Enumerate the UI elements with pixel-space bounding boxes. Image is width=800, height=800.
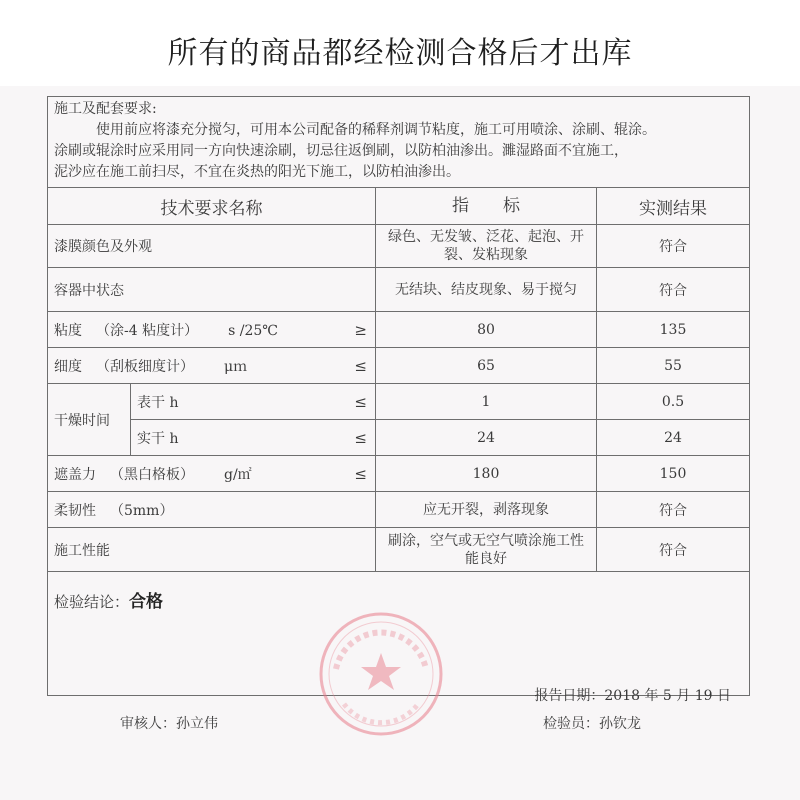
row-name: 遮盖力: [54, 466, 96, 483]
company-seal-stamp: [316, 609, 446, 739]
page-banner: [0, 0, 800, 100]
row-name-cell: [48, 456, 376, 492]
row-name-cell: [48, 348, 376, 384]
banner-title: 所有的商品都经检测合格后才出库: [167, 36, 633, 71]
header-result: 实测结果: [597, 188, 750, 225]
spec-table: [47, 187, 750, 572]
row-name: 细度: [54, 358, 82, 375]
row-result: 符合: [597, 268, 750, 312]
table-row: [48, 312, 750, 348]
table-row: [48, 420, 750, 456]
conclusion-value: 合格: [129, 592, 164, 612]
table-header-row: [48, 188, 750, 225]
row-indicator: 刷涂，空气或无空气喷涂施工性能良好: [376, 528, 597, 572]
header-indicator: 指 标: [376, 188, 597, 225]
row-result: 150: [597, 456, 750, 492]
row-symbol: ≤: [354, 428, 367, 447]
table-row: [48, 384, 750, 420]
row-name-cell: [48, 312, 376, 348]
row-subname: 表干 h: [137, 394, 179, 411]
row-unit: μｍ: [224, 358, 248, 375]
row-indicator: 65: [376, 348, 597, 384]
row-indicator: 24: [376, 420, 597, 456]
table-row: [48, 268, 750, 312]
row-condition: （黑白格板）: [110, 466, 194, 483]
table-row: [48, 492, 750, 528]
row-unit: g/㎡: [224, 466, 252, 483]
row-group-name: 干燥时间: [48, 384, 131, 456]
row-result: 符合: [597, 492, 750, 528]
table-row: [48, 348, 750, 384]
row-result: 55: [597, 348, 750, 384]
header-name: 技术要求名称: [48, 188, 376, 225]
table-row: [48, 528, 750, 572]
inspection-conclusion: [54, 587, 163, 612]
row-indicator: 180: [376, 456, 597, 492]
row-name: 容器中状态: [48, 268, 376, 312]
row-result: 符合: [597, 225, 750, 268]
row-symbol: ≥: [354, 320, 367, 339]
row-result: 0.5: [597, 384, 750, 420]
row-subname-cell: [131, 384, 376, 420]
row-symbol: ≤: [354, 356, 367, 375]
table-row: [48, 456, 750, 492]
row-condition: （刮板细度计）: [96, 358, 194, 375]
row-name-cell: [48, 492, 376, 528]
row-condition: （涂-4 粘度计）: [96, 322, 199, 339]
row-result: 符合: [597, 528, 750, 572]
inspection-report: [0, 86, 800, 800]
row-result: 24: [597, 420, 750, 456]
report-date: 报告日期：2018 年 5 月 19 日: [534, 688, 731, 704]
requirements-line-3: 泥沙应在施工前扫尽，不宜在炎热的阳光下施工，以防柏油渗出。: [54, 164, 460, 180]
row-name: 施工性能: [48, 528, 376, 572]
row-indicator: 应无开裂，剥落现象: [376, 492, 597, 528]
row-symbol: ≤: [354, 392, 367, 411]
requirements-line-1: 使用前应将漆充分搅匀，可用本公司配备的稀释剂调节粘度，施工可用喷涂、涂刷、辊涂。: [96, 122, 656, 138]
inspector-signature: 检验员：孙钦龙: [543, 716, 641, 732]
row-indicator: 绿色、无发皱、泛花、起泡、开裂、发粘现象: [376, 225, 597, 268]
row-indicator: 80: [376, 312, 597, 348]
row-name: 粘度: [54, 322, 82, 339]
reviewer-signature: 审核人：孙立伟: [120, 716, 218, 732]
table-row: [48, 225, 750, 268]
row-unit: s /25℃: [228, 322, 278, 339]
report-frame: [47, 96, 750, 704]
construction-requirements: [54, 99, 744, 183]
row-name: 漆膜颜色及外观: [48, 225, 376, 268]
row-subname: 实干 h: [137, 430, 179, 447]
row-indicator: 无结块、结皮现象、易于搅匀: [376, 268, 597, 312]
row-condition: （5mm）: [110, 502, 174, 519]
row-symbol: ≤: [354, 464, 367, 483]
row-name: 柔韧性: [54, 502, 96, 519]
row-result: 135: [597, 312, 750, 348]
requirements-line-2: 涂刷或辊涂时应采用同一方向快速涂刷，切忌往返倒刷，以防柏油渗出。濉湿路面不宜施工，: [54, 143, 628, 159]
row-indicator: 1: [376, 384, 597, 420]
requirements-heading: 施工及配套要求:: [54, 101, 157, 117]
row-subname-cell: [131, 420, 376, 456]
conclusion-label: 检验结论：: [54, 593, 130, 611]
